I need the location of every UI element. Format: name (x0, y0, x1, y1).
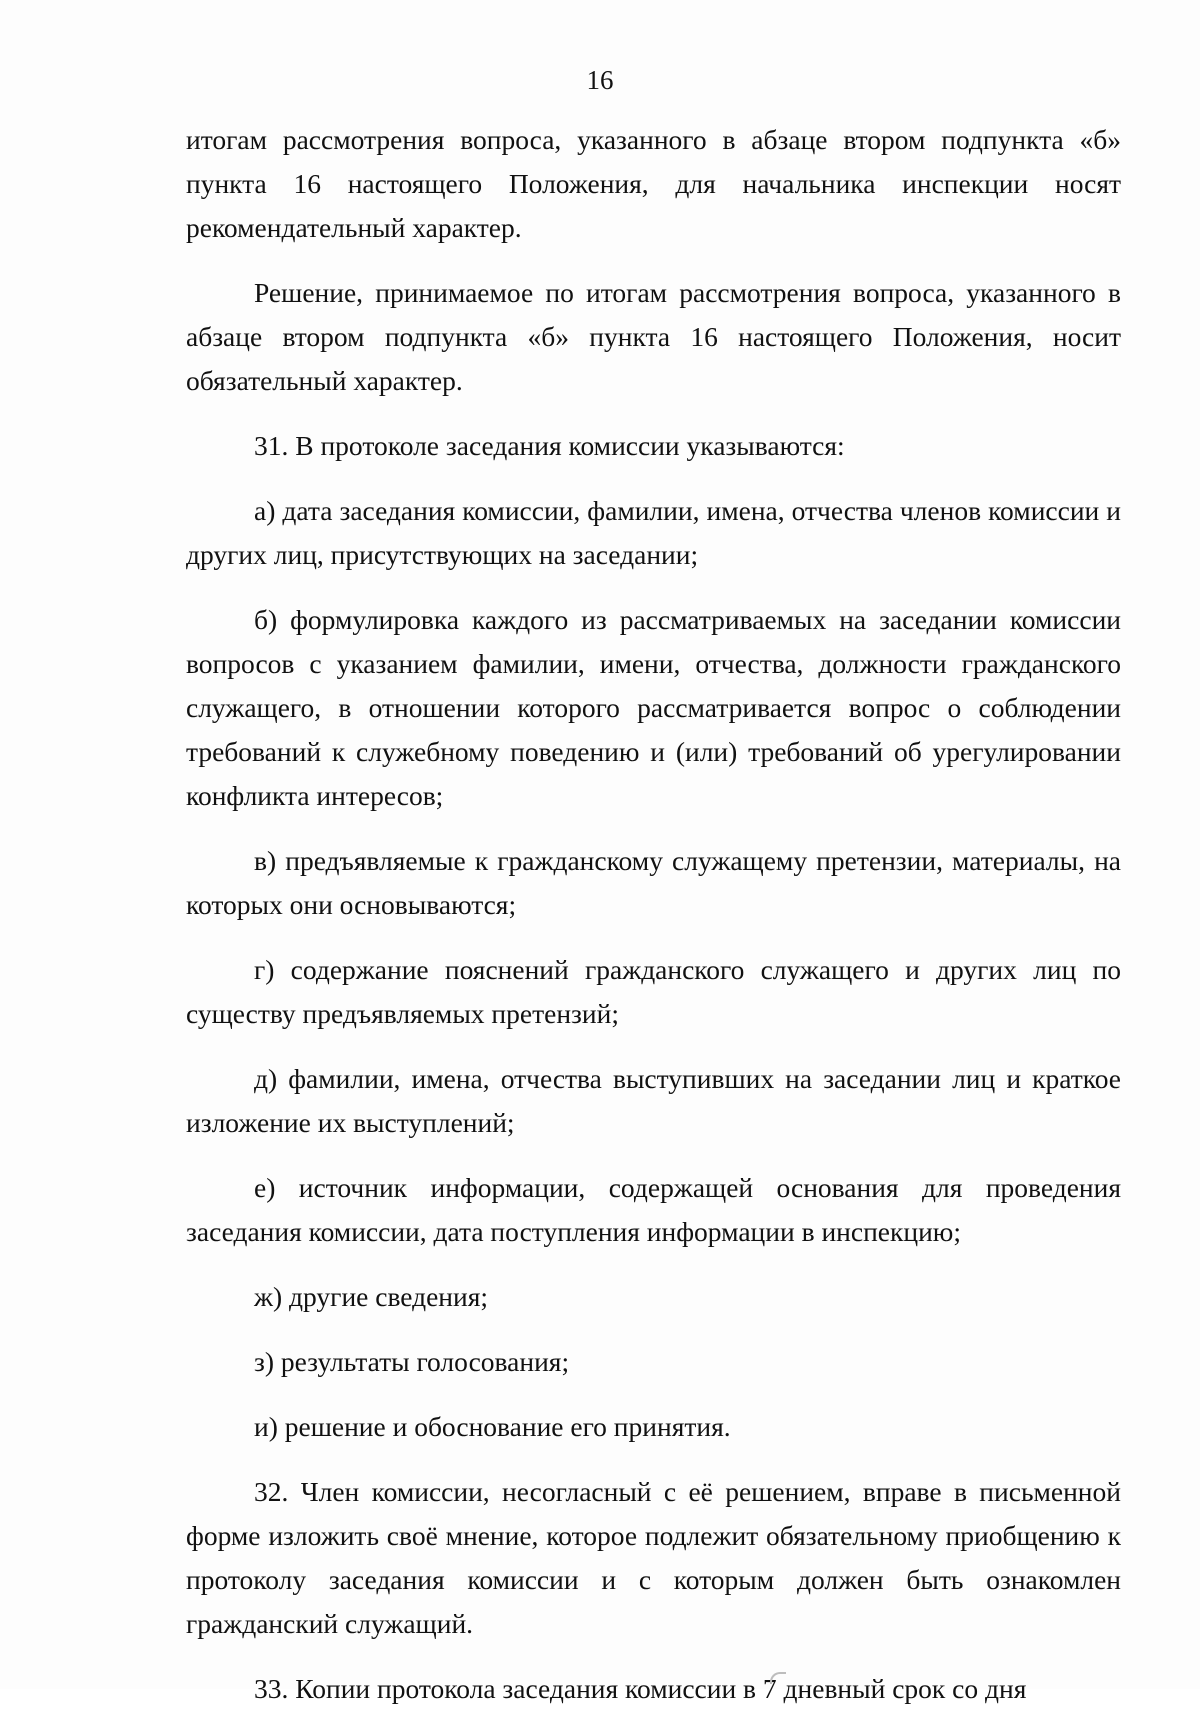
paragraph-subitem-g: г) содержание пояснений гражданского служащего и других лиц по существу предъявляемых претензий; (186, 954, 1121, 1029)
paragraph-subitem-v: в) предъявляемые к гражданскому служащему претензии, материалы, на которых они основываются; (186, 845, 1121, 920)
paragraph-subitem-d: д) фамилии, имена, отчества выступивших на заседании лиц и краткое изложение их выступлений; (186, 1063, 1121, 1138)
paragraph-subitem-e: е) источник информации, содержащей основания для проведения заседания комиссии, дата поступления информации в инспекцию; (186, 1172, 1121, 1247)
paragraph-subitem-i: и) решение и обоснование его принятия. (254, 1411, 731, 1442)
paragraph-subitem-z: з) результаты голосования; (254, 1346, 570, 1377)
document-body (186, 118, 1121, 1732)
paragraph-continuation: итогам рассмотрения вопроса, указанного в абзаце втором подпункта «б» пункта 16 настоящего Положения, для начальника инспекции носят рекомендательный характер. (186, 124, 1121, 243)
scan-artifact-mark (770, 1672, 786, 1684)
page-number: 16 (586, 65, 614, 95)
paragraph-item-31: 31. В протоколе заседания комиссии указываются: (254, 430, 845, 461)
paragraph-subitem-b: б) формулировка каждого из рассматриваемых на заседании комиссии вопросов с указанием фамилии, имени, отчества, должности гражданского служащего, в отношении которого рассматривается вопрос о соблюдении требований к служебному поведению и (или) требований об урегулировании конфликта интересов; (186, 604, 1121, 811)
paragraph-item-33: 33. Копии протокола заседания комиссии в 7 дневный срок со дня (254, 1673, 1027, 1704)
paragraph-decision: Решение, принимаемое по итогам рассмотрения вопроса, указанного в абзаце втором подпункта «б» пункта 16 настоящего Положения, носит обязательный характер. (186, 277, 1121, 396)
paragraph-item-32: 32. Член комиссии, несогласный с её решением, вправе в письменной форме изложить своё мнение, которое подлежит обязательному приобщению к протоколу заседания комиссии и с которым должен быть ознакомлен гражданский служащий. (186, 1476, 1121, 1639)
paragraph-subitem-a: а) дата заседания комиссии, фамилии, имена, отчества членов комиссии и других лиц, присутствующих на заседании; (186, 495, 1121, 570)
paragraph-subitem-zh: ж) другие сведения; (254, 1281, 489, 1312)
